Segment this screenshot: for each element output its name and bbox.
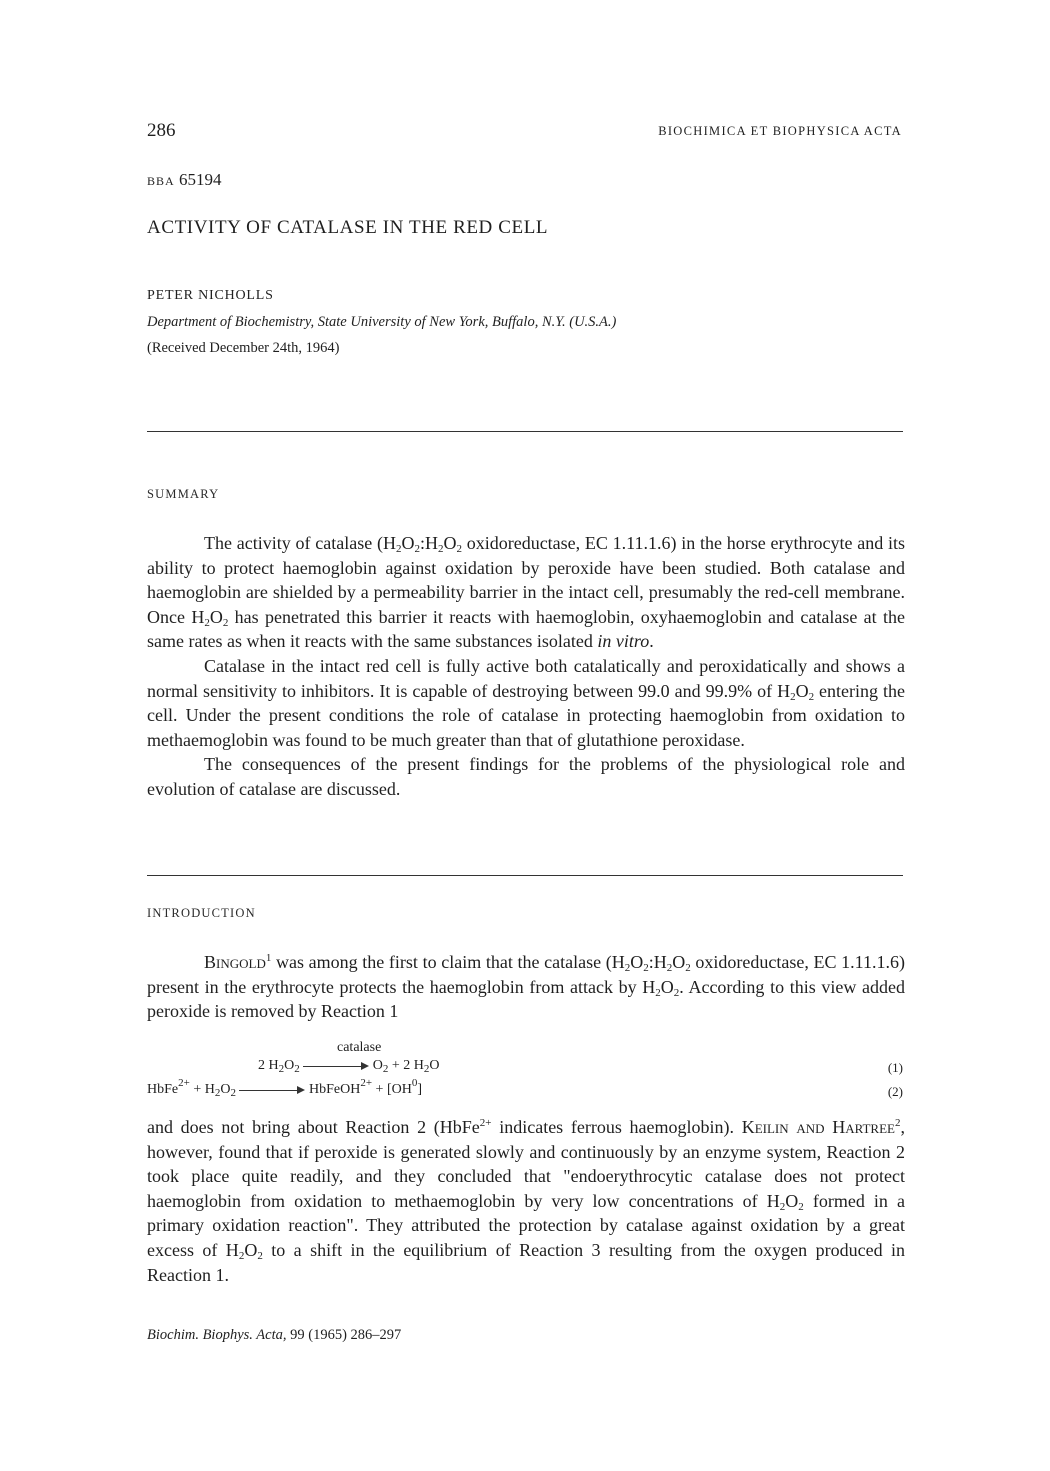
summary-top-rule [147,431,903,432]
article-title: ACTIVITY OF CATALASE IN THE RED CELL [147,217,549,238]
author-affiliation: Department of Biochemistry, State University of New York, Buffalo, N.Y. (U.S.A.) [147,314,617,330]
introduction-paragraph-1: Bingold$^1$ was among the first to claim that the catalase ($H_2O_2:H_2O_2$ oxidoreductase, EC 1.11.1.6) present in the erythrocyte protects the haemoglobin from attack by $H_2O_2$. According to this view added peroxide is removed by Reaction 1 [147,952,905,1022]
article-code [147,170,221,190]
equation-1-number: (1) [887,1060,903,1075]
equation-2: HbFe$^{2+}$ + $H_2O_2$ HbFeOH$^{2+}$ + $[OH^0]$ [147,1077,422,1099]
article-code-prefix: BBA [147,174,175,188]
reference-marker: 1 [265,952,272,964]
summary-bottom-rule [147,875,903,876]
introduction-paragraph-2: and does not bring about Reaction 2 (HbFe$^{2+}$ indicates ferrous haemoglobin). Keilin and Hartree$^2$, however, found that if peroxide is generated slowly and continuously by an enzyme system, Reaction 2 took place quite readily, and they concluded that "endoerythrocytic catalase does not protect haemoglobin from oxidation to methaemoglobin by very low concentrations of $H_2O_2$ formed in a primary oxidation reaction". They attributed the protection by catalase against oxidation by a great excess of $H_2O_2$ to a shift in the equilibrium of Reaction 3 resulting from the oxygen produced in Reaction 1. [147,1117,906,1285]
reaction-arrow-icon [239,1085,305,1095]
equation-2-number: (2) [887,1084,903,1099]
author-reference-bingold: Bingold [204,952,266,972]
article-code-number: 65194 [178,170,222,189]
summary-section [147,531,905,802]
reaction-arrow-icon [303,1061,369,1071]
page-number: 286 [147,120,176,141]
summary-paragraph-2: Catalase in the intact red cell is fully active both catalatically and peroxidatically and shows a normal sensitivity to inhibitors. It is capable of destroying between 99.0 and 99.9% of $H_2O_2$ entering the cell. Under the present conditions the role of catalase in protecting haemoglobin from oxidation to methaemoglobin was found to be much greater than that of glutathione peroxidase. [147,655,905,750]
journal-name: BIOCHIMICA ET BIOPHYSICA ACTA [658,124,902,138]
introduction-heading: INTRODUCTION [147,906,256,920]
author-name: PETER NICHOLLS [147,288,274,303]
reference-marker: 2 [894,1117,901,1129]
footer-citation: Biochim. Biophys. Acta, 99 (1965) 286–297 [147,1327,402,1343]
summary-paragraph-1: The activity of catalase ($H_2O_2:H_2O_2$ oxidoreductase, EC 1.11.1.6) in the horse erythrocyte and its ability to protect haemoglobin against oxidation by peroxide have been studied. Both catalase and haemoglobin are shielded by a permeability barrier in the intact cell, presumably the red-cell membrane. Once $H_2O_2$ has penetrated this barrier it reacts with haemoglobin, oxyhaemoglobin and catalase at the same rates as when it reacts with the same substances isolated in vitro. [147,533,905,652]
equation-1: 2 $H_2O_2$ $O_2 + 2$ $H_2O$ [258,1058,440,1075]
summary-paragraph-3: The consequences of the present findings for the problems of the physiological role and evolution of catalase are discussed. [147,754,905,799]
author-reference-keilin-hartree: Keilin and Hartree [741,1117,895,1137]
summary-heading: SUMMARY [147,487,220,501]
equation-1-catalyst-label: catalase [337,1040,382,1055]
received-date: (Received December 24th, 1964) [147,340,340,356]
